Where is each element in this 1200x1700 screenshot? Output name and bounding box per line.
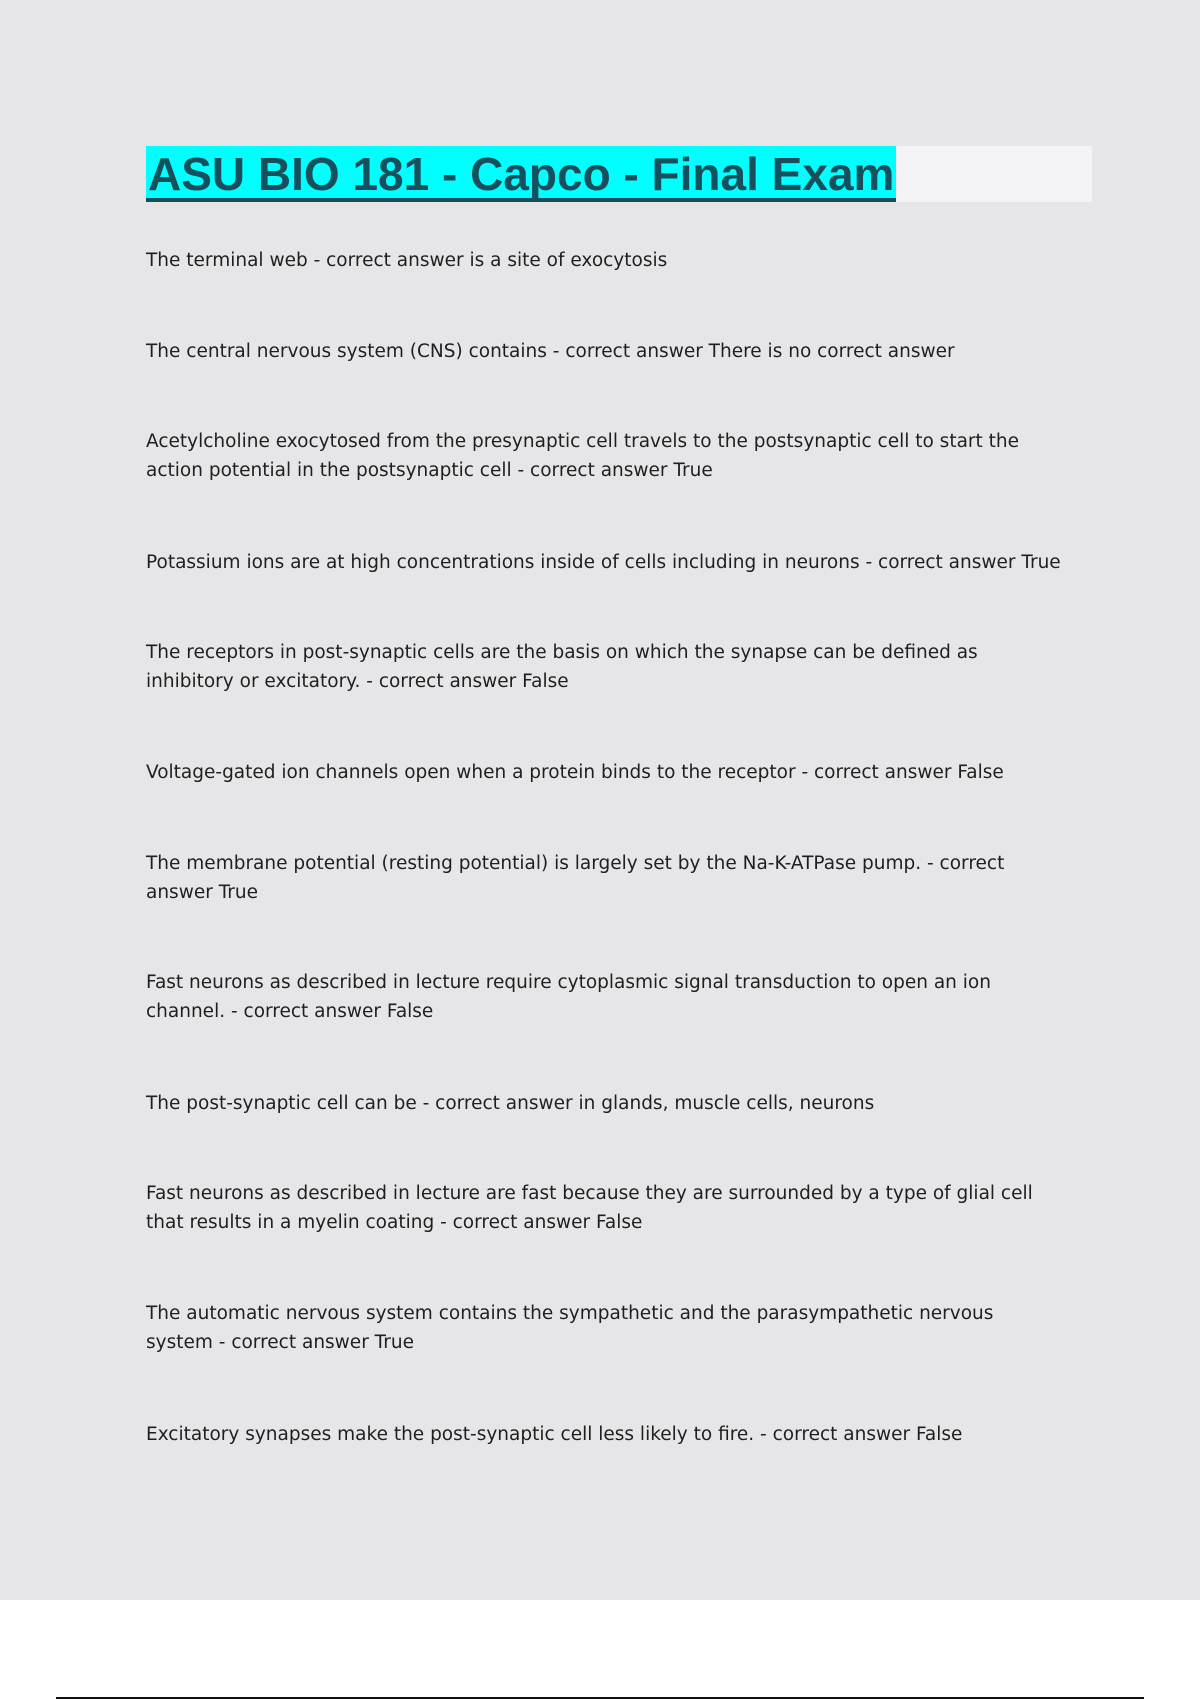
question-item-1: The terminal web - correct answer is a site of exocytosis [146,250,668,271]
question-item-5: The receptors in post-synaptic cells are the basis on which the synapse can be defined as inhibitory or excitatory. - correct answer False [146,642,978,692]
question-item-8: Fast neurons as described in lecture require cytoplasmic signal transduction to open an ion channel. - correct answer False [146,972,991,1022]
question-item-12: Excitatory synapses make the post-synaptic cell less likely to fire. - correct answer False [146,1424,963,1445]
footer-rule [56,1697,1144,1699]
question-item-11: The automatic nervous system contains the sympathetic and the parasympathetic nervous system - correct answer True [146,1303,994,1353]
document-title: ASU BIO 181 - Capco - Final Exam [148,148,895,200]
question-item-3: Acetylcholine exocytosed from the presynaptic cell travels to the postsynaptic cell to start the action potential in the postsynaptic cell - correct answer True [146,431,1020,481]
question-item-2: The central nervous system (CNS) contains - correct answer There is no correct answer [146,341,955,362]
question-item-7: The membrane potential (resting potential) is largely set by the Na-K-ATPase pump. - correct answer True [146,853,1005,903]
question-item-4: Potassium ions are at high concentrations inside of cells including in neurons - correct answer True [146,552,1061,573]
question-item-6: Voltage-gated ion channels open when a protein binds to the receptor - correct answer False [146,762,1004,783]
question-item-9: The post-synaptic cell can be - correct answer in glands, muscle cells, neurons [146,1093,875,1114]
question-item-10: Fast neurons as described in lecture are fast because they are surrounded by a type of glial cell that results in a myelin coating - correct answer False [146,1183,1033,1233]
